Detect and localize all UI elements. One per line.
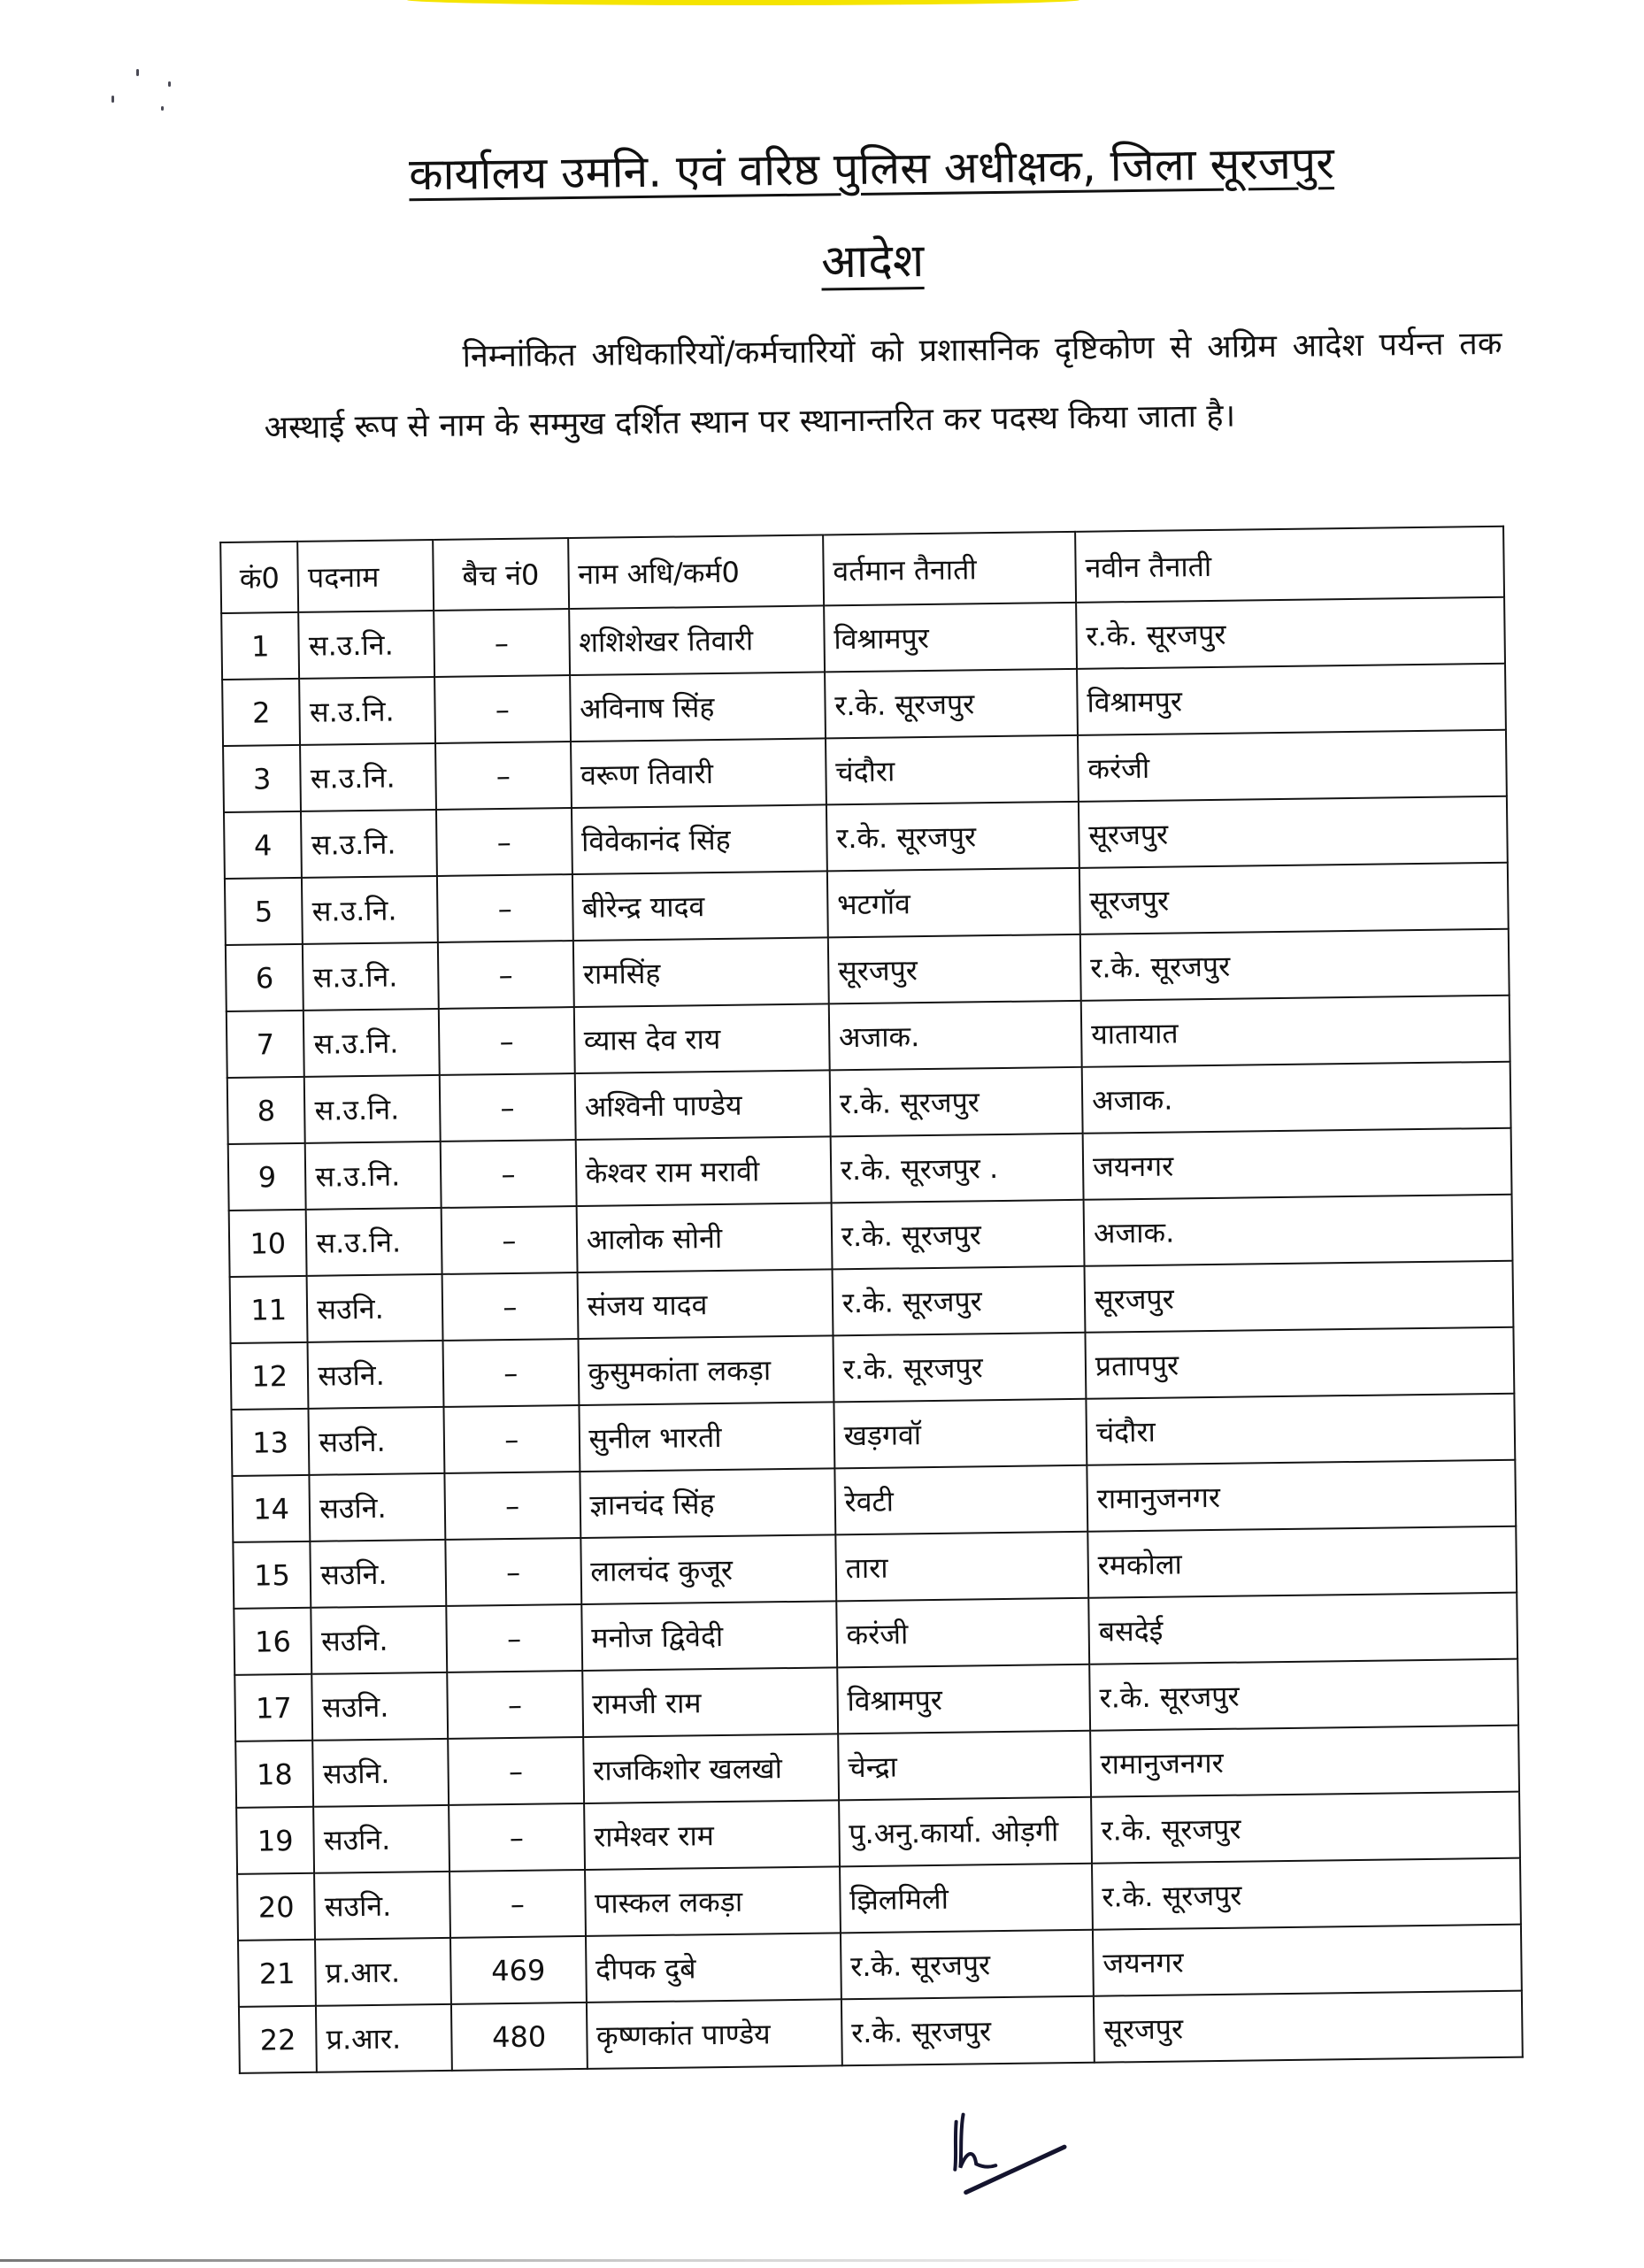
cell-name: आलोक सोनी bbox=[576, 1203, 832, 1272]
cell-batch: 469 bbox=[450, 1936, 587, 2004]
cell-current-posting: र.के. सूरजपुर bbox=[841, 1996, 1095, 2066]
cell-rank: सउनि. bbox=[309, 1407, 445, 1475]
cell-name: शशिशेखर तिवारी bbox=[569, 605, 825, 675]
cell-new-posting: प्रतापपुर bbox=[1085, 1327, 1514, 1399]
cell-rank: सउनि. bbox=[310, 1473, 446, 1541]
cell-current-posting: विश्रामपुर bbox=[837, 1664, 1090, 1734]
cell-rank: सउनि. bbox=[308, 1341, 444, 1409]
cell-serial: 16 bbox=[234, 1608, 311, 1675]
cell-new-posting: रामानुजनगर bbox=[1087, 1460, 1516, 1532]
cell-name: राजकिशोर खलखो bbox=[583, 1734, 839, 1803]
cell-name: कृष्णकांत पाण्डेय bbox=[587, 1999, 842, 2069]
cell-current-posting: भटगॉव bbox=[827, 868, 1080, 938]
cell-name: लालचंद कुजूर bbox=[580, 1534, 836, 1604]
cell-serial: 6 bbox=[226, 944, 303, 1011]
cell-new-posting: सूरजपुर bbox=[1084, 1261, 1513, 1333]
header-rank: पदनाम bbox=[298, 540, 434, 612]
cell-new-posting: र.के. सूरजपुर bbox=[1089, 1659, 1518, 1731]
cell-name: विवेकानंद सिंह bbox=[572, 804, 827, 874]
cell-current-posting: र.के. सूरजपुर bbox=[841, 1930, 1094, 2000]
cell-rank: सउनि. bbox=[313, 1805, 449, 1873]
cell-batch: – bbox=[442, 1272, 579, 1341]
cell-serial: 12 bbox=[231, 1342, 309, 1410]
cell-rank: स.उ.नि. bbox=[301, 810, 437, 878]
cell-serial: 7 bbox=[227, 1011, 304, 1078]
cell-rank: सउनि. bbox=[312, 1672, 449, 1741]
cell-current-posting: र.के. सूरजपुर bbox=[833, 1333, 1086, 1403]
cell-serial: 21 bbox=[238, 1940, 316, 2007]
cell-rank: स.उ.नि. bbox=[303, 942, 439, 1011]
header-new-posting: नवीन तैनाती bbox=[1075, 527, 1504, 603]
cell-serial: 5 bbox=[225, 878, 303, 945]
cell-serial: 1 bbox=[221, 612, 299, 680]
cell-rank: स.उ.नि. bbox=[300, 743, 436, 811]
cell-name: पास्कल लकड़ा bbox=[585, 1866, 841, 1936]
cell-current-posting: अजाक. bbox=[829, 1001, 1082, 1071]
signature-icon bbox=[940, 2104, 1100, 2203]
cell-serial: 18 bbox=[235, 1741, 313, 1808]
cell-rank: सउनि. bbox=[314, 1872, 450, 1940]
cell-serial: 14 bbox=[232, 1475, 310, 1542]
cell-rank: स.उ.नि. bbox=[306, 1208, 442, 1276]
cell-batch: – bbox=[449, 1803, 585, 1872]
cell-batch: – bbox=[437, 874, 573, 942]
cell-current-posting: झिलमिली bbox=[840, 1864, 1093, 1934]
bottom-edge-shadow bbox=[0, 2259, 1644, 2262]
cell-new-posting: रमकोला bbox=[1087, 1526, 1517, 1598]
header-serial: कं0 bbox=[220, 542, 298, 613]
cell-batch: – bbox=[443, 1405, 580, 1473]
header-current-posting: वर्तमान तैनाती bbox=[823, 532, 1076, 606]
transfer-table bbox=[219, 526, 1524, 2074]
cell-batch: – bbox=[443, 1339, 580, 1407]
cell-rank: स.उ.नि. bbox=[304, 1075, 441, 1143]
cell-serial: 11 bbox=[230, 1276, 308, 1343]
cell-current-posting: सूरजपुर bbox=[828, 934, 1081, 1004]
cell-batch: – bbox=[441, 1140, 577, 1208]
cell-current-posting: र.के. सूरजपुर bbox=[826, 802, 1079, 872]
cell-serial: 19 bbox=[236, 1807, 314, 1874]
cell-serial: 13 bbox=[231, 1409, 309, 1476]
cell-batch: – bbox=[449, 1870, 586, 1938]
cell-rank: सउनि. bbox=[311, 1540, 447, 1608]
cell-current-posting: खड़गवॉ bbox=[834, 1399, 1087, 1469]
cell-rank: सउनि. bbox=[307, 1274, 443, 1342]
cell-rank: स.उ.नि. bbox=[302, 876, 438, 944]
cell-current-posting: तारा bbox=[835, 1532, 1088, 1602]
cell-rank: प्र.आर. bbox=[316, 2004, 452, 2072]
cell-new-posting: जयनगर bbox=[1083, 1128, 1512, 1200]
cell-current-posting: र.के. सूरजपुर bbox=[831, 1200, 1084, 1270]
cell-current-posting: विश्रामपुर bbox=[824, 603, 1077, 673]
cell-new-posting: सूरजपुर bbox=[1094, 1991, 1523, 2063]
cell-name: संजय यादव bbox=[577, 1269, 833, 1339]
cell-new-posting: अजाक. bbox=[1084, 1195, 1513, 1266]
cell-name: केश्वर राम मरावी bbox=[575, 1136, 831, 1206]
cell-rank: स.उ.नि. bbox=[303, 1009, 440, 1077]
cell-current-posting: चंदौरा bbox=[826, 735, 1079, 805]
cell-name: कुसुमकांता लकड़ा bbox=[578, 1335, 834, 1405]
cell-rank: सउनि. bbox=[311, 1606, 448, 1674]
cell-serial: 8 bbox=[227, 1077, 305, 1144]
cell-new-posting: यातायात bbox=[1081, 996, 1510, 1067]
cell-batch: – bbox=[438, 941, 574, 1009]
cell-name: रामेश्वर राम bbox=[584, 1800, 840, 1870]
cell-rank: सउनि. bbox=[313, 1739, 449, 1807]
cell-new-posting: करंजी bbox=[1078, 730, 1507, 802]
cell-name: रामसिंह bbox=[572, 937, 828, 1007]
cell-new-posting: अजाक. bbox=[1082, 1062, 1511, 1134]
cell-current-posting: र.के. सूरजपुर . bbox=[830, 1134, 1083, 1203]
office-title: कार्यालय उमनि. एवं वरिष्ठ पुलिस अधीक्षक, जिला सूरजपुर bbox=[408, 137, 1335, 201]
cell-serial: 10 bbox=[229, 1210, 307, 1277]
cell-new-posting: र.के. सूरजपुर bbox=[1076, 597, 1505, 669]
cell-batch: – bbox=[434, 609, 570, 677]
cell-current-posting: रेवटी bbox=[834, 1465, 1087, 1535]
cell-batch: – bbox=[446, 1604, 582, 1672]
cell-name: व्यास देव राय bbox=[573, 1003, 829, 1073]
header-name: नाम अधि/कर्म0 bbox=[568, 534, 824, 609]
header-batch: बैच नं0 bbox=[433, 538, 569, 611]
cell-batch: – bbox=[442, 1206, 578, 1274]
table-body bbox=[221, 597, 1523, 2073]
cell-new-posting: बसदेई bbox=[1088, 1593, 1517, 1664]
cell-batch: 480 bbox=[451, 2003, 588, 2071]
cell-batch: – bbox=[439, 1007, 575, 1075]
cell-batch: – bbox=[434, 675, 571, 743]
cell-name: रामजी राम bbox=[582, 1667, 838, 1737]
cell-batch: – bbox=[444, 1472, 580, 1540]
cell-serial: 22 bbox=[239, 2006, 317, 2073]
cell-serial: 4 bbox=[224, 811, 302, 879]
cell-current-posting: चेन्द्रा bbox=[838, 1731, 1091, 1801]
cell-batch: – bbox=[440, 1073, 576, 1142]
cell-new-posting: र.के. सूरजपुर bbox=[1091, 1792, 1520, 1864]
cell-serial: 17 bbox=[234, 1674, 312, 1741]
cell-new-posting: जयनगर bbox=[1093, 1925, 1522, 1996]
cell-new-posting: सूरजपुर bbox=[1079, 796, 1508, 868]
cell-rank: स.उ.नि. bbox=[305, 1142, 442, 1210]
cell-current-posting: पु.अनु.कार्या. ओड़गी bbox=[839, 1797, 1092, 1867]
cell-batch: – bbox=[436, 808, 572, 876]
cell-new-posting: र.के. सूरजपुर bbox=[1092, 1858, 1521, 1930]
cell-new-posting: विश्रामपुर bbox=[1077, 664, 1506, 735]
cell-new-posting: सूरजपुर bbox=[1079, 863, 1509, 934]
intro-paragraph: निम्नांकित अधिकारियों/कर्मचारियों को प्रशासनिक दृष्टिकोण से अग्रिम आदेश पर्यन्त तक अस्थाई रूप से नाम के सम्मुख दर्शित स्थान पर स्थानान्तरित कर पदस्थ किया जाता है। bbox=[264, 325, 1502, 447]
cell-batch: – bbox=[445, 1538, 581, 1606]
cell-name: बीरेन्द्र यादव bbox=[572, 871, 828, 941]
cell-rank: स.उ.नि. bbox=[299, 611, 435, 679]
cell-new-posting: चंदौरा bbox=[1086, 1394, 1515, 1465]
order-title: आदेश bbox=[820, 234, 925, 289]
cell-name: वरूण तिवारी bbox=[571, 738, 826, 808]
cell-batch: – bbox=[448, 1737, 584, 1805]
cell-name: सुनील भारती bbox=[579, 1402, 834, 1472]
cell-name: दीपक दुबे bbox=[586, 1933, 841, 2003]
cell-name: अश्विनी पाण्डेय bbox=[574, 1070, 830, 1140]
cell-serial: 20 bbox=[237, 1873, 315, 1941]
cell-new-posting: र.के. सूरजपुर bbox=[1080, 929, 1510, 1001]
cell-current-posting: करंजी bbox=[836, 1598, 1089, 1668]
cell-serial: 3 bbox=[223, 745, 301, 812]
cell-serial: 15 bbox=[233, 1541, 311, 1609]
cell-serial: 9 bbox=[228, 1143, 306, 1211]
cell-new-posting: रामानुजनगर bbox=[1090, 1726, 1519, 1797]
cell-batch: – bbox=[435, 742, 572, 810]
cell-batch: – bbox=[447, 1671, 583, 1739]
cell-current-posting: र.के. सूरजपुर bbox=[825, 669, 1078, 739]
cell-current-posting: र.के. सूरजपुर bbox=[832, 1266, 1085, 1336]
cell-rank: स.उ.नि. bbox=[299, 677, 435, 745]
cell-name: मनोज द्विवेदी bbox=[581, 1601, 837, 1671]
cell-rank: प्र.आर. bbox=[315, 1938, 451, 2006]
cell-name: ज्ञानचंद सिंह bbox=[580, 1468, 835, 1538]
cell-current-posting: र.के. सूरजपुर bbox=[830, 1067, 1083, 1137]
cell-serial: 2 bbox=[222, 679, 300, 746]
cell-name: अविनाष सिंह bbox=[570, 672, 826, 742]
